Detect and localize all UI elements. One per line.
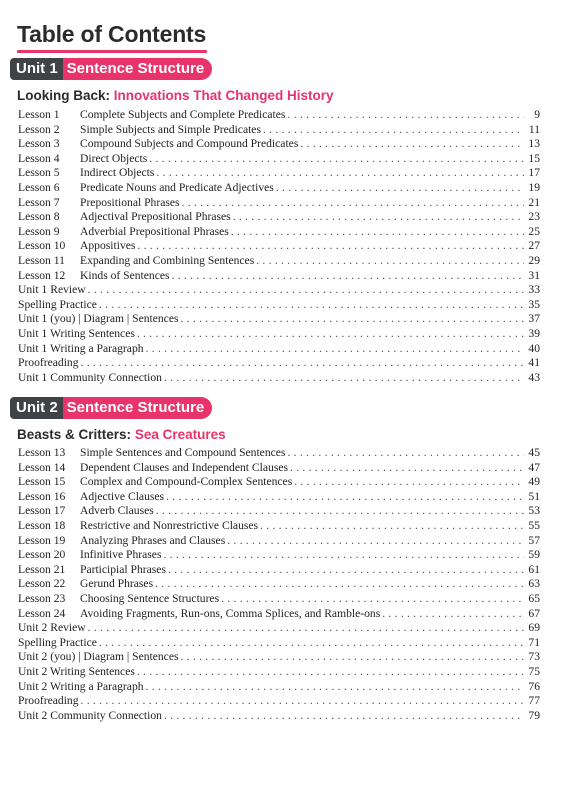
unit1-heading-prefix: Looking Back: <box>17 88 111 103</box>
toc-entry-title: Participial Phrases <box>80 562 166 576</box>
toc-entry-title: Unit 1 Writing Sentences <box>18 326 135 340</box>
toc-entry-title: Infinitive Phrases <box>80 548 162 562</box>
toc-entry-title: Prepositional Phrases <box>80 195 180 209</box>
toc-entry-title: Simple Subjects and Simple Predicates <box>80 122 261 136</box>
toc-page-number: 63 <box>528 577 540 591</box>
toc-entry-title: Adjectival Prepositional Phrases <box>80 210 231 224</box>
toc-page-number: 43 <box>528 370 540 384</box>
toc-lesson-number: Lesson 8 <box>18 210 60 224</box>
toc-page-number: 29 <box>528 253 540 267</box>
toc-page-number: 47 <box>528 460 540 474</box>
toc-lesson-number: Lesson 2 <box>18 122 60 136</box>
toc-page-number: 69 <box>528 621 540 635</box>
toc-entry <box>18 519 540 534</box>
toc-page-number: 41 <box>528 356 540 370</box>
toc-entry <box>18 490 540 505</box>
toc-page-number: 27 <box>528 239 540 253</box>
toc-entry-title: Unit 1 Community Connection <box>18 370 162 384</box>
dot-leader <box>180 650 524 665</box>
toc-entry <box>18 239 540 254</box>
toc-entry <box>18 166 540 181</box>
dot-leader <box>156 504 524 519</box>
dot-leader <box>155 577 524 592</box>
toc-entry-title: Unit 2 (you) | Diagram | Sentences <box>18 650 179 664</box>
unit2-tag: Unit 2 <box>10 397 63 419</box>
toc-entry <box>18 548 540 563</box>
dot-leader <box>168 563 524 578</box>
toc-entry-title: Unit 2 Community Connection <box>18 708 162 722</box>
toc-lesson-number: Lesson 4 <box>18 151 60 165</box>
toc-entry <box>18 312 540 327</box>
toc-entry-title: Complete Subjects and Complete Predicates <box>80 108 286 121</box>
toc-entry <box>18 269 540 284</box>
toc-entry-title: Dependent Clauses and Independent Clauses <box>80 460 288 474</box>
dot-leader <box>233 210 524 225</box>
unit2-section-heading <box>17 427 226 443</box>
title-underline <box>17 50 207 53</box>
toc-page-number: 77 <box>528 694 540 708</box>
toc-entry <box>18 475 540 490</box>
unit2-banner <box>10 397 212 419</box>
toc-entry <box>18 254 540 269</box>
toc-entry <box>18 607 540 622</box>
toc-entry <box>18 504 540 519</box>
toc-entry <box>18 446 540 461</box>
toc-lesson-number: Lesson 14 <box>18 460 66 474</box>
toc-page-number: 76 <box>528 679 540 693</box>
toc-entry-title: Direct Objects <box>80 151 148 165</box>
toc-lesson-number: Lesson 11 <box>18 253 65 267</box>
unit2-heading-prefix: Beasts & Critters: <box>17 427 132 442</box>
toc-entry <box>18 694 540 709</box>
dot-leader <box>227 534 524 549</box>
toc-lesson-number: Lesson 22 <box>18 577 66 591</box>
toc-page-number: 75 <box>528 664 540 678</box>
toc-lesson-number: Lesson 17 <box>18 504 66 518</box>
toc-entry-title: Predicate Nouns and Predicate Adjectives <box>80 180 274 194</box>
toc-page-number: 15 <box>528 151 540 165</box>
toc-entry-title: Adjective Clauses <box>80 489 165 503</box>
toc-lesson-number: Lesson 10 <box>18 239 66 253</box>
toc-entry-title: Appositives <box>80 239 136 253</box>
toc-page-number: 9 <box>534 108 540 121</box>
unit1-name: Sentence Structure <box>63 58 213 80</box>
dot-leader <box>88 621 524 636</box>
toc-page-number: 17 <box>528 166 540 180</box>
toc-entry-title: Adverbial Prepositional Phrases <box>80 224 229 238</box>
toc-entry-title: Complex and Compound-Complex Sentences <box>80 475 293 489</box>
toc-lesson-number: Lesson 16 <box>18 489 66 503</box>
toc-entry <box>18 680 540 695</box>
dot-leader <box>156 166 524 181</box>
toc-lesson-number: Lesson 19 <box>18 533 66 547</box>
unit2-toc-list <box>18 446 540 723</box>
dot-leader <box>99 636 524 651</box>
toc-page-number: 51 <box>528 489 540 503</box>
dot-leader <box>88 283 524 298</box>
toc-page-number: 25 <box>528 224 540 238</box>
toc-entry <box>18 592 540 607</box>
dot-leader <box>180 312 524 327</box>
toc-entry-title: Unit 2 Writing Sentences <box>18 664 135 678</box>
unit1-banner <box>10 58 212 80</box>
toc-lesson-number: Lesson 3 <box>18 137 60 151</box>
toc-entry <box>18 196 540 211</box>
toc-page-number: 61 <box>528 562 540 576</box>
toc-page-number: 73 <box>528 650 540 664</box>
dot-leader <box>290 461 524 476</box>
toc-lesson-number: Lesson 12 <box>18 268 66 282</box>
toc-page-number: 57 <box>528 533 540 547</box>
dot-leader <box>231 225 524 240</box>
dot-leader <box>260 519 524 534</box>
toc-page-number: 79 <box>528 708 540 722</box>
toc-page-number: 13 <box>528 137 540 151</box>
toc-entry <box>18 123 540 138</box>
toc-entry <box>18 461 540 476</box>
toc-page-number: 67 <box>528 606 540 620</box>
toc-lesson-number: Lesson 13 <box>18 446 66 459</box>
dot-leader <box>294 475 524 490</box>
dot-leader <box>149 152 524 167</box>
toc-entry <box>18 342 540 357</box>
unit1-section-heading <box>17 88 334 104</box>
toc-entry <box>18 371 540 386</box>
page-title: Table of Contents <box>17 21 207 47</box>
dot-leader <box>81 694 524 709</box>
toc-entry-title: Unit 1 Writing a Paragraph <box>18 341 144 355</box>
dot-leader <box>287 446 524 461</box>
toc-entry <box>18 181 540 196</box>
toc-entry-title: Restrictive and Nonrestrictive Clauses <box>80 518 259 532</box>
toc-page-number: 11 <box>528 122 540 136</box>
toc-entry-title: Unit 2 Writing a Paragraph <box>18 679 144 693</box>
toc-page-number: 35 <box>528 297 540 311</box>
toc-page-number: 55 <box>528 518 540 532</box>
toc-entry <box>18 356 540 371</box>
toc-entry <box>18 283 540 298</box>
dot-leader <box>221 592 524 607</box>
toc-entry <box>18 210 540 225</box>
toc-page-number: 23 <box>528 210 540 224</box>
toc-entry-title: Unit 1 Review <box>18 283 86 297</box>
dot-leader <box>99 298 524 313</box>
toc-page-number: 40 <box>528 341 540 355</box>
toc-entry <box>18 709 540 724</box>
dot-leader <box>287 108 524 123</box>
toc-page-number: 45 <box>528 446 540 459</box>
dot-leader <box>137 665 524 680</box>
toc-entry-title: Unit 2 Review <box>18 621 86 635</box>
toc-entry-title: Indirect Objects <box>80 166 155 180</box>
toc-entry-title: Kinds of Sentences <box>80 268 170 282</box>
toc-lesson-number: Lesson 9 <box>18 224 60 238</box>
toc-entry-title: Choosing Sentence Structures <box>80 591 220 605</box>
dot-leader <box>382 607 524 622</box>
toc-entry <box>18 665 540 680</box>
toc-entry-title: Spelling Practice <box>18 635 97 649</box>
toc-entry-title: Spelling Practice <box>18 297 97 311</box>
dot-leader <box>263 123 524 138</box>
toc-entry-title: Compound Subjects and Compound Predicates <box>80 137 299 151</box>
unit1-heading-subject: Innovations That Changed History <box>113 88 334 103</box>
toc-lesson-number: Lesson 23 <box>18 591 66 605</box>
dot-leader <box>163 548 524 563</box>
toc-entry-title: Simple Sentences and Compound Sentences <box>80 446 286 459</box>
toc-page-number: 21 <box>528 195 540 209</box>
dot-leader <box>146 680 524 695</box>
toc-page-number: 59 <box>528 548 540 562</box>
toc-lesson-number: Lesson 6 <box>18 180 60 194</box>
dot-leader <box>81 356 524 371</box>
toc-entry <box>18 563 540 578</box>
dot-leader <box>256 254 524 269</box>
dot-leader <box>137 239 524 254</box>
toc-lesson-number: Lesson 18 <box>18 518 66 532</box>
toc-lesson-number: Lesson 1 <box>18 108 60 121</box>
toc-entry <box>18 108 540 123</box>
toc-entry-title: Gerund Phrases <box>80 577 154 591</box>
toc-lesson-number: Lesson 15 <box>18 475 66 489</box>
unit1-tag: Unit 1 <box>10 58 63 80</box>
toc-entry <box>18 298 540 313</box>
toc-entry <box>18 650 540 665</box>
toc-lesson-number: Lesson 7 <box>18 195 60 209</box>
dot-leader <box>182 196 524 211</box>
toc-entry <box>18 152 540 167</box>
toc-lesson-number: Lesson 20 <box>18 548 66 562</box>
toc-entry-title: Adverb Clauses <box>80 504 154 518</box>
dot-leader <box>166 490 524 505</box>
dot-leader <box>146 342 524 357</box>
toc-page-number: 53 <box>528 504 540 518</box>
toc-entry-title: Proofreading <box>18 356 79 370</box>
toc-entry-title: Analyzing Phrases and Clauses <box>80 533 226 547</box>
dot-leader <box>137 327 524 342</box>
dot-leader <box>276 181 524 196</box>
toc-entry-title: Expanding and Combining Sentences <box>80 253 255 267</box>
toc-lesson-number: Lesson 5 <box>18 166 60 180</box>
toc-page-number: 33 <box>528 283 540 297</box>
toc-lesson-number: Lesson 21 <box>18 562 66 576</box>
dot-leader <box>300 137 524 152</box>
toc-entry-title: Unit 1 (you) | Diagram | Sentences <box>18 312 179 326</box>
toc-page-number: 65 <box>528 591 540 605</box>
dot-leader <box>172 269 524 284</box>
toc-entry <box>18 621 540 636</box>
toc-entry <box>18 636 540 651</box>
toc-entry <box>18 225 540 240</box>
dot-leader <box>164 709 524 724</box>
toc-entry <box>18 534 540 549</box>
unit1-toc-list <box>18 108 540 385</box>
dot-leader <box>164 371 524 386</box>
toc-entry-title: Avoiding Fragments, Run-ons, Comma Splices, and Ramble-ons <box>80 606 381 620</box>
toc-page-number: 37 <box>528 312 540 326</box>
toc-entry <box>18 137 540 152</box>
toc-entry-title: Proofreading <box>18 694 79 708</box>
toc-page-number: 39 <box>528 326 540 340</box>
toc-page-number: 71 <box>528 635 540 649</box>
toc-page-number: 19 <box>528 180 540 194</box>
unit2-heading-subject: Sea Creatures <box>134 427 226 442</box>
toc-entry <box>18 327 540 342</box>
toc-entry <box>18 577 540 592</box>
unit2-name: Sentence Structure <box>63 397 213 419</box>
toc-page-number: 49 <box>528 475 540 489</box>
toc-lesson-number: Lesson 24 <box>18 606 66 620</box>
toc-page-number: 31 <box>528 268 540 282</box>
